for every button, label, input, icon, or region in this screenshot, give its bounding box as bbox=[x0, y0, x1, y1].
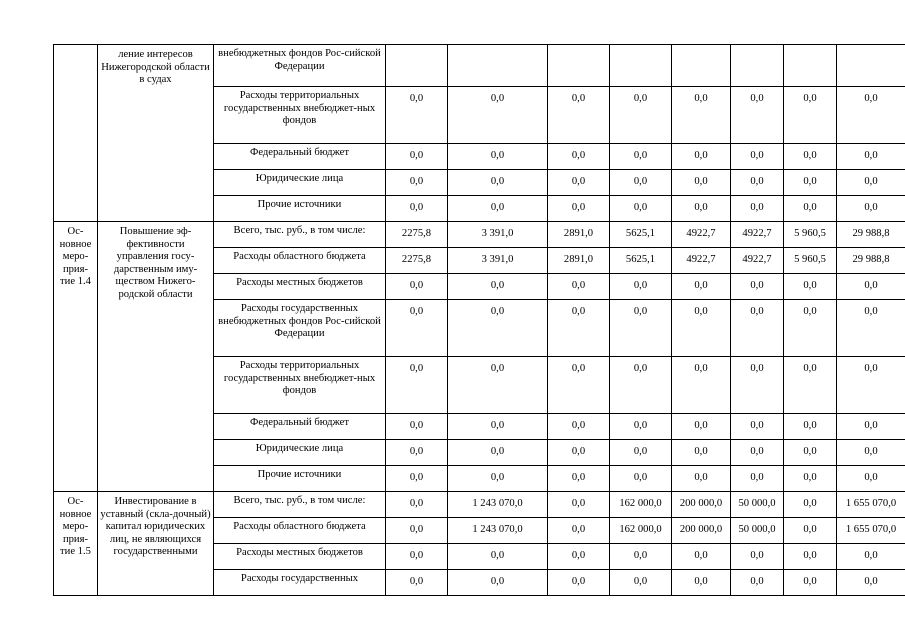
value-cell: 0,0 bbox=[386, 357, 448, 414]
value-cell: 0,0 bbox=[731, 300, 784, 357]
value-cell: 200 000,0 bbox=[672, 492, 731, 518]
value-cell: 5 960,5 bbox=[784, 222, 837, 248]
value-cell: 0,0 bbox=[837, 570, 905, 596]
value-cell: 0,0 bbox=[386, 466, 448, 492]
value-cell: 0,0 bbox=[672, 196, 731, 222]
value-cell: 0,0 bbox=[784, 87, 837, 144]
activity-number-cell: Ос-новное меро-прия-тие 1.4 bbox=[54, 222, 98, 492]
value-cell: 0,0 bbox=[548, 440, 610, 466]
funding-source-label: Расходы местных бюджетов bbox=[214, 274, 386, 300]
value-cell bbox=[548, 45, 610, 87]
value-cell: 50 000,0 bbox=[731, 492, 784, 518]
value-cell: 0,0 bbox=[784, 170, 837, 196]
value-cell: 0,0 bbox=[448, 570, 548, 596]
value-cell: 0,0 bbox=[448, 274, 548, 300]
value-cell: 0,0 bbox=[448, 196, 548, 222]
funding-source-label: Федеральный бюджет bbox=[214, 414, 386, 440]
activity-name-cell: Инвестирование в уставный (скла-дочный) капитал юридических лиц, не являющихся государственными bbox=[98, 492, 214, 596]
funding-source-label: Юридические лица bbox=[214, 440, 386, 466]
value-cell: 0,0 bbox=[610, 544, 672, 570]
value-cell: 0,0 bbox=[548, 570, 610, 596]
value-cell: 0,0 bbox=[672, 170, 731, 196]
value-cell: 0,0 bbox=[448, 300, 548, 357]
value-cell: 0,0 bbox=[448, 144, 548, 170]
value-cell: 0,0 bbox=[448, 87, 548, 144]
value-cell: 0,0 bbox=[784, 518, 837, 544]
value-cell: 5 960,5 bbox=[784, 248, 837, 274]
value-cell: 0,0 bbox=[784, 492, 837, 518]
value-cell: 0,0 bbox=[784, 144, 837, 170]
value-cell: 2891,0 bbox=[548, 248, 610, 274]
value-cell: 0,0 bbox=[386, 196, 448, 222]
budget-table bbox=[53, 44, 905, 596]
value-cell: 0,0 bbox=[731, 274, 784, 300]
funding-source-label: Расходы местных бюджетов bbox=[214, 544, 386, 570]
value-cell: 0,0 bbox=[731, 144, 784, 170]
value-cell: 0,0 bbox=[448, 440, 548, 466]
value-cell: 0,0 bbox=[548, 274, 610, 300]
funding-source-label: Расходы территориальных государственных внебюджет-ных фондов bbox=[214, 87, 386, 144]
value-cell: 29 988,8 bbox=[837, 222, 905, 248]
value-cell: 0,0 bbox=[837, 544, 905, 570]
value-cell: 0,0 bbox=[731, 570, 784, 596]
value-cell: 1 243 070,0 bbox=[448, 492, 548, 518]
value-cell: 5625,1 bbox=[610, 222, 672, 248]
value-cell: 0,0 bbox=[548, 544, 610, 570]
value-cell: 0,0 bbox=[837, 357, 905, 414]
value-cell: 0,0 bbox=[386, 300, 448, 357]
value-cell bbox=[784, 45, 837, 87]
value-cell: 0,0 bbox=[548, 300, 610, 357]
value-cell: 0,0 bbox=[837, 274, 905, 300]
value-cell: 1 655 070,0 bbox=[837, 492, 905, 518]
value-cell: 0,0 bbox=[731, 87, 784, 144]
value-cell: 0,0 bbox=[837, 170, 905, 196]
value-cell: 0,0 bbox=[837, 196, 905, 222]
value-cell: 0,0 bbox=[548, 357, 610, 414]
value-cell: 162 000,0 bbox=[610, 518, 672, 544]
funding-source-label: Прочие источники bbox=[214, 196, 386, 222]
value-cell: 0,0 bbox=[672, 87, 731, 144]
value-cell: 0,0 bbox=[610, 357, 672, 414]
funding-source-label: Расходы областного бюджета bbox=[214, 518, 386, 544]
activity-name-cell: ление интересов Нижегородской области в судах bbox=[98, 45, 214, 222]
value-cell: 0,0 bbox=[448, 544, 548, 570]
funding-source-label: Расходы государственных внебюджетных фондов Рос-сийской Федерации bbox=[214, 300, 386, 357]
value-cell: 3 391,0 bbox=[448, 248, 548, 274]
value-cell: 0,0 bbox=[548, 196, 610, 222]
value-cell: 0,0 bbox=[784, 570, 837, 596]
value-cell: 0,0 bbox=[672, 300, 731, 357]
value-cell: 0,0 bbox=[837, 144, 905, 170]
value-cell bbox=[672, 45, 731, 87]
value-cell: 4922,7 bbox=[731, 222, 784, 248]
value-cell: 0,0 bbox=[548, 518, 610, 544]
value-cell: 0,0 bbox=[548, 144, 610, 170]
value-cell: 4922,7 bbox=[672, 248, 731, 274]
value-cell: 3 391,0 bbox=[448, 222, 548, 248]
value-cell: 0,0 bbox=[784, 357, 837, 414]
value-cell: 0,0 bbox=[610, 87, 672, 144]
value-cell: 0,0 bbox=[731, 414, 784, 440]
value-cell: 0,0 bbox=[610, 440, 672, 466]
value-cell: 0,0 bbox=[837, 300, 905, 357]
value-cell: 0,0 bbox=[672, 357, 731, 414]
funding-source-label: Расходы областного бюджета bbox=[214, 248, 386, 274]
value-cell: 0,0 bbox=[448, 414, 548, 440]
value-cell: 0,0 bbox=[731, 466, 784, 492]
value-cell: 0,0 bbox=[448, 170, 548, 196]
value-cell: 1 243 070,0 bbox=[448, 518, 548, 544]
value-cell: 0,0 bbox=[784, 466, 837, 492]
activity-name-cell: Повышение эф-фективности управления госу-дарственным иму-ществом Нижего-родской области bbox=[98, 222, 214, 492]
value-cell: 0,0 bbox=[610, 466, 672, 492]
funding-source-label: внебюджетных фондов Рос-сийской Федерации bbox=[214, 45, 386, 87]
value-cell: 2275,8 bbox=[386, 248, 448, 274]
funding-source-label: Прочие источники bbox=[214, 466, 386, 492]
value-cell: 0,0 bbox=[548, 492, 610, 518]
value-cell: 0,0 bbox=[548, 414, 610, 440]
value-cell: 0,0 bbox=[784, 196, 837, 222]
value-cell bbox=[448, 45, 548, 87]
value-cell: 0,0 bbox=[784, 544, 837, 570]
value-cell: 0,0 bbox=[672, 274, 731, 300]
value-cell: 0,0 bbox=[386, 544, 448, 570]
funding-source-label: Расходы государственных bbox=[214, 570, 386, 596]
value-cell: 0,0 bbox=[610, 170, 672, 196]
value-cell: 0,0 bbox=[837, 440, 905, 466]
value-cell: 0,0 bbox=[784, 414, 837, 440]
value-cell: 0,0 bbox=[731, 544, 784, 570]
funding-source-label: Юридические лица bbox=[214, 170, 386, 196]
value-cell: 5625,1 bbox=[610, 248, 672, 274]
value-cell: 0,0 bbox=[610, 196, 672, 222]
value-cell: 200 000,0 bbox=[672, 518, 731, 544]
value-cell: 1 655 070,0 bbox=[837, 518, 905, 544]
value-cell: 2275,8 bbox=[386, 222, 448, 248]
value-cell: 0,0 bbox=[731, 440, 784, 466]
value-cell: 0,0 bbox=[386, 440, 448, 466]
value-cell: 0,0 bbox=[386, 87, 448, 144]
funding-source-label: Федеральный бюджет bbox=[214, 144, 386, 170]
value-cell: 0,0 bbox=[672, 544, 731, 570]
value-cell: 0,0 bbox=[386, 570, 448, 596]
value-cell: 0,0 bbox=[548, 87, 610, 144]
value-cell: 0,0 bbox=[610, 144, 672, 170]
value-cell: 0,0 bbox=[672, 440, 731, 466]
value-cell: 0,0 bbox=[548, 466, 610, 492]
value-cell: 0,0 bbox=[837, 466, 905, 492]
value-cell: 0,0 bbox=[610, 300, 672, 357]
value-cell bbox=[837, 45, 905, 87]
value-cell: 4922,7 bbox=[731, 248, 784, 274]
funding-source-label: Расходы территориальных государственных внебюджет-ных фондов bbox=[214, 357, 386, 414]
value-cell: 0,0 bbox=[837, 414, 905, 440]
value-cell: 162 000,0 bbox=[610, 492, 672, 518]
value-cell bbox=[386, 45, 448, 87]
value-cell: 0,0 bbox=[784, 300, 837, 357]
activity-number-cell bbox=[54, 45, 98, 222]
value-cell: 0,0 bbox=[837, 87, 905, 144]
value-cell: 0,0 bbox=[610, 570, 672, 596]
value-cell: 0,0 bbox=[731, 170, 784, 196]
value-cell: 0,0 bbox=[386, 274, 448, 300]
value-cell: 0,0 bbox=[386, 414, 448, 440]
value-cell: 0,0 bbox=[448, 466, 548, 492]
value-cell: 2891,0 bbox=[548, 222, 610, 248]
value-cell: 0,0 bbox=[386, 518, 448, 544]
value-cell: 0,0 bbox=[548, 170, 610, 196]
value-cell: 0,0 bbox=[386, 144, 448, 170]
value-cell: 0,0 bbox=[784, 440, 837, 466]
value-cell bbox=[610, 45, 672, 87]
table-row bbox=[54, 222, 905, 248]
value-cell: 50 000,0 bbox=[731, 518, 784, 544]
value-cell: 0,0 bbox=[610, 414, 672, 440]
value-cell: 0,0 bbox=[448, 357, 548, 414]
table-row bbox=[54, 45, 905, 87]
value-cell: 0,0 bbox=[386, 170, 448, 196]
value-cell: 29 988,8 bbox=[837, 248, 905, 274]
activity-number-cell: Ос-новное меро-прия-тие 1.5 bbox=[54, 492, 98, 596]
value-cell: 0,0 bbox=[610, 274, 672, 300]
value-cell: 0,0 bbox=[672, 570, 731, 596]
value-cell: 0,0 bbox=[731, 196, 784, 222]
funding-source-label: Всего, тыс. руб., в том числе: bbox=[214, 492, 386, 518]
value-cell: 4922,7 bbox=[672, 222, 731, 248]
funding-source-label: Всего, тыс. руб., в том числе: bbox=[214, 222, 386, 248]
value-cell bbox=[731, 45, 784, 87]
table-row bbox=[54, 492, 905, 518]
value-cell: 0,0 bbox=[672, 414, 731, 440]
value-cell: 0,0 bbox=[672, 466, 731, 492]
value-cell: 0,0 bbox=[386, 492, 448, 518]
value-cell: 0,0 bbox=[784, 274, 837, 300]
value-cell: 0,0 bbox=[672, 144, 731, 170]
value-cell: 0,0 bbox=[731, 357, 784, 414]
